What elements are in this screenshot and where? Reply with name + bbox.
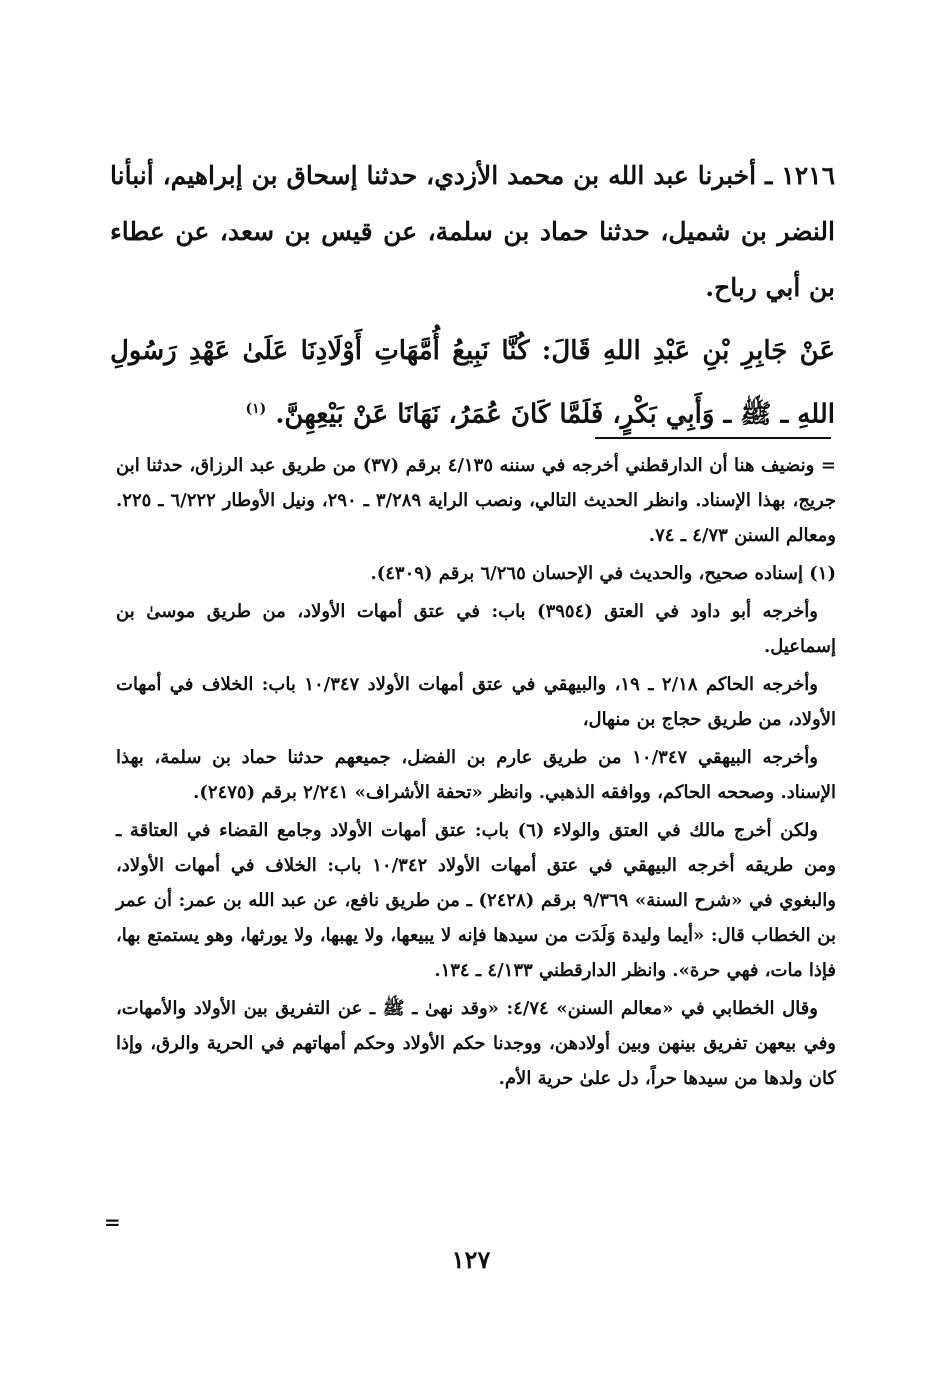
page-number: ١٢٧ [451,1245,491,1274]
footnote-separator [595,437,831,439]
hadith-block [110,148,835,444]
footnote-paragraph: وأخرجه أبو داود في العتق (٣٩٥٤) باب: في عتق أمهات الأولاد، من طريق موسىٰ بن إسماعيل. [116,601,836,657]
footnote-paragraph: ولكن أخرج مالك في العتق والولاء (٦) باب: عتق أمهات الأولاد وجامع القضاء في العتاقة ـ ومن طريقه أخرجه البيهقي في عتق أمهات الأولاد ١٠/٣٤٢ باب: الخلاف في أمهات الأولاد، والبغوي في «شرح السنة» ٩/٣٦٩ برقم (٢٤٢٨) ـ من طريق نافع، عن عبد الله بن عمر: أن عمر بن الخطاب قال: «أيما وليدة وَلَدَت من سيدها فإنه لا يبيعها، ولا يهبها، ولا يورثها، وهو يستمتع بها، فإذا مات، فهي حرة». وانظر الدارقطني ٤/١٣٣ ـ ١٣٤. [116,820,836,981]
footnote-1: (١) إسناده صحيح، والحديث في الإحسان ٦/٢٦٥ برقم (٤٣٠٩). [370,563,836,584]
footnotes [116,448,836,1099]
footnote-marker: (١) [245,401,267,417]
hadith-isnad: ١٢١٦ ـ أخبرنا عبد الله بن محمد الأزدي، حدثنا إسحاق بن إبراهيم، أنبأنا النضر بن شميل، حدثنا حماد بن سلمة، عن قيس بن سعد، عن عطاء بن أبي رباح. [110,161,835,302]
hadith-matn [110,322,835,444]
footnote-paragraph: وأخرجه الحاكم ٢/١٨ ـ ١٩، والبيهقي في عتق أمهات الأولاد ١٠/٣٤٧ باب: الخلاف في أمهات الأولاد، من طريق حجاج بن منهال، [116,674,836,730]
footnote-paragraph: وقال الخطابي في «معالم السنن» ٤/٧٤: «وقد نهىٰ ـ ﷺ ـ عن التفريق بين الأولاد والأمهات، وفي بيعهن تفريق بينهن وبين أولادهن، ووجدنا حكم الأولاد وحكم أمهاتهم في الحرية والرق، وإذا كان ولدها من سيدها حراً، دل علىٰ حرية الأم. [116,998,836,1089]
hadith-matn-text: عَنْ جَابِرِ بْنِ عَبْدِ اللهِ قَالَ: كُنَّا نَبِيعُ أُمَّهَاتِ أَوْلَادِنَا عَلَىٰ عَهْدِ رَسُولِ اللهِ ـ ﷺ ـ وَأَبِي بَكْرٍ، فَلَمَّا كَانَ عُمَرُ، نَهَانَا عَنْ بَيْعِهِنَّ. [110,336,835,430]
footnote-paragraph: وأخرجه البيهقي ١٠/٣٤٧ من طريق عارم بن الفضل، جميعهم حدثنا حماد بن سلمة، بهذا الإسناد. وصححه الحاكم، ووافقه الذهبي. وانظر «تحفة الأشراف» ٢/٢٤١ برقم (٢٤٧٥). [116,747,836,803]
footnote-continued: = ونضيف هنا أن الدارقطني أخرجه في سننه ٤/١٣٥ برقم (٣٧) من طريق عبد الرزاق، حدثنا ابن جريج، بهذا الإسناد. وانظر الحديث التالي، ونصب الراية ٣/٢٨٩ ـ ٢٩٠، ونيل الأوطار ٦/٢٢٢ ـ ٢٢٥. ومعالم السنن ٤/٧٣ ـ ٧٤. [116,455,837,546]
continuation-mark: = [104,1210,121,1234]
